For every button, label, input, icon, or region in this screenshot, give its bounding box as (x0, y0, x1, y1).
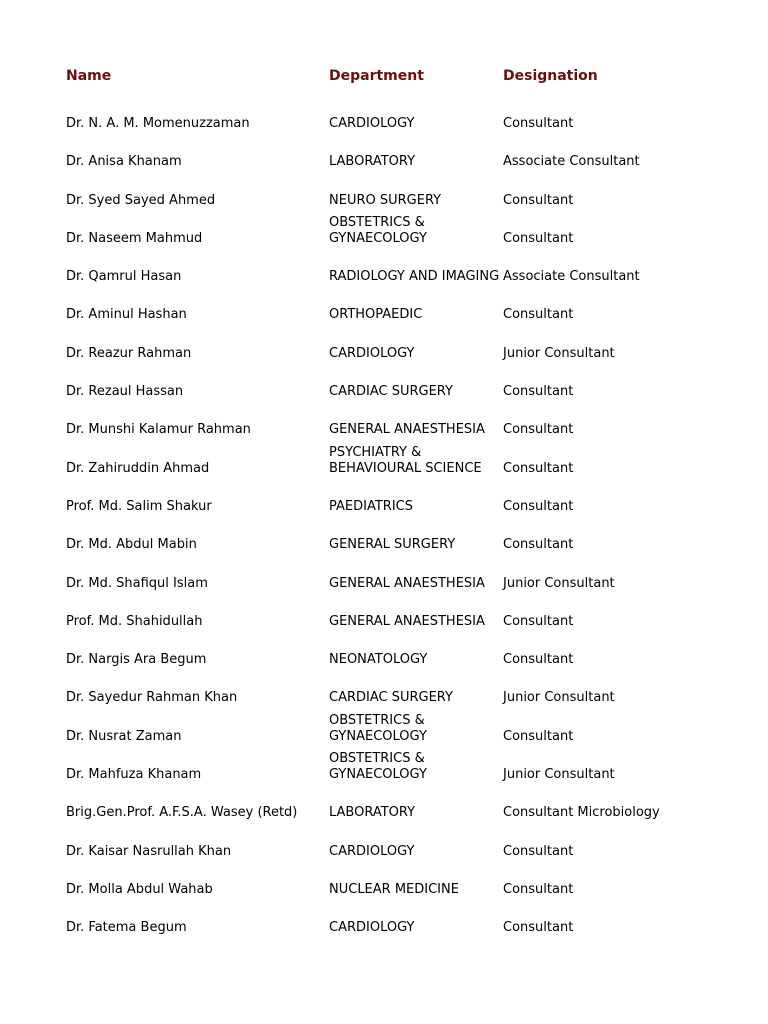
cell-designation: Junior Consultant (503, 345, 615, 361)
cell-name: Dr. Molla Abdul Wahab (66, 881, 213, 897)
cell-name: Dr. Rezaul Hassan (66, 384, 184, 400)
cell-name: Dr. Reazur Rahman (66, 345, 192, 361)
cell-designation: Junior Consultant (503, 575, 615, 591)
cell-designation: Consultant (503, 422, 574, 438)
cell-name: Dr. Naseem Mahmud (66, 230, 203, 246)
table-row (0, 871, 768, 909)
table-row (0, 373, 768, 411)
table-row (0, 603, 768, 641)
table-body (0, 105, 768, 948)
cell-department: CARDIAC SURGERY (329, 690, 453, 706)
cell-department: CARDIOLOGY (329, 345, 415, 361)
table-row (0, 909, 768, 947)
cell-department: OBSTETRICS & GYNAECOLOGY (329, 751, 427, 783)
table-row (0, 444, 768, 488)
cell-name: Dr. Nargis Ara Begum (66, 652, 207, 668)
cell-designation: Consultant (503, 652, 574, 668)
header-designation: Designation (503, 68, 598, 84)
cell-designation: Consultant Microbiology (503, 805, 660, 821)
cell-department: NUCLEAR MEDICINE (329, 881, 459, 897)
cell-designation: Consultant (503, 460, 574, 476)
cell-designation: Junior Consultant (503, 767, 615, 783)
cell-designation: Consultant (503, 728, 574, 744)
cell-name: Brig.Gen.Prof. A.F.S.A. Wasey (Retd) (66, 805, 298, 821)
cell-department: CARDIOLOGY (329, 116, 415, 131)
cell-department: GENERAL SURGERY (329, 537, 456, 553)
cell-department: CARDIOLOGY (329, 843, 415, 859)
cell-department: GENERAL ANAESTHESIA (329, 575, 485, 591)
cell-designation: Consultant (503, 920, 574, 936)
table-row (0, 335, 768, 373)
table-row (0, 296, 768, 334)
cell-name: Prof. Md. Shahidullah (66, 613, 203, 629)
cell-name: Dr. Nusrat Zaman (66, 728, 182, 744)
table-row (0, 526, 768, 564)
cell-designation: Consultant (503, 537, 574, 553)
cell-department: LABORATORY (329, 154, 416, 170)
cell-designation: Consultant (503, 192, 574, 208)
cell-name: Dr. Zahiruddin Ahmad (66, 460, 210, 476)
cell-department: NEURO SURGERY (329, 192, 442, 208)
cell-name: Dr. Aminul Hashan (66, 307, 187, 323)
cell-designation: Consultant (503, 307, 574, 323)
table-row (0, 641, 768, 679)
cell-designation: Consultant (503, 843, 574, 859)
cell-name: Dr. Anisa Khanam (66, 154, 182, 170)
cell-name: Dr. Md. Abdul Mabin (66, 537, 197, 553)
table-header (0, 68, 768, 92)
table-row (0, 751, 768, 794)
table-row (0, 488, 768, 526)
header-department: Department (329, 68, 424, 84)
cell-name: Dr. Kaisar Nasrullah Khan (66, 843, 232, 859)
cell-department: CARDIAC SURGERY (329, 384, 453, 400)
cell-name: Dr. Md. Shafiqul Islam (66, 575, 208, 591)
cell-designation: Consultant (503, 230, 574, 246)
cell-department: GENERAL ANAESTHESIA (329, 422, 485, 438)
cell-name: Dr. Fatema Begum (66, 920, 187, 936)
table-row (0, 143, 768, 181)
cell-designation: Consultant (503, 881, 574, 897)
cell-department: ORTHOPAEDIC (329, 307, 423, 323)
table-row (0, 105, 768, 143)
header-name: Name (66, 68, 112, 84)
cell-department: OBSTETRICS & GYNAECOLOGY (329, 712, 427, 744)
cell-designation: Associate Consultant (503, 154, 640, 170)
table-row (0, 258, 768, 296)
cell-designation: Associate Consultant (503, 269, 640, 285)
cell-department: PAEDIATRICS (329, 498, 413, 514)
cell-department: CARDIOLOGY (329, 920, 415, 936)
table-row (0, 833, 768, 871)
cell-designation: Consultant (503, 384, 574, 400)
cell-department: NEONATOLOGY (329, 652, 428, 668)
cell-name: Dr. Qamrul Hasan (66, 269, 182, 285)
cell-designation: Consultant (503, 498, 574, 514)
cell-department: RADIOLOGY AND IMAGING (329, 269, 500, 285)
cell-name: Dr. Syed Sayed Ahmed (66, 192, 216, 208)
cell-department: PSYCHIATRY & BEHAVIOURAL SCIENCE (329, 444, 482, 476)
cell-designation: Consultant (503, 116, 574, 131)
cell-department: LABORATORY (329, 805, 416, 821)
table-row (0, 565, 768, 603)
cell-name: Dr. Munshi Kalamur Rahman (66, 422, 251, 438)
cell-name: Dr. Sayedur Rahman Khan (66, 690, 238, 706)
cell-name: Dr. Mahfuza Khanam (66, 767, 202, 783)
cell-designation: Consultant (503, 613, 574, 629)
cell-department: OBSTETRICS & GYNAECOLOGY (329, 214, 427, 246)
table-row (0, 214, 768, 258)
cell-name: Prof. Md. Salim Shakur (66, 498, 212, 514)
cell-designation: Junior Consultant (503, 690, 615, 706)
cell-name: Dr. N. A. M. Momenuzzaman (66, 116, 250, 131)
table-row (0, 794, 768, 832)
cell-department: GENERAL ANAESTHESIA (329, 613, 485, 629)
